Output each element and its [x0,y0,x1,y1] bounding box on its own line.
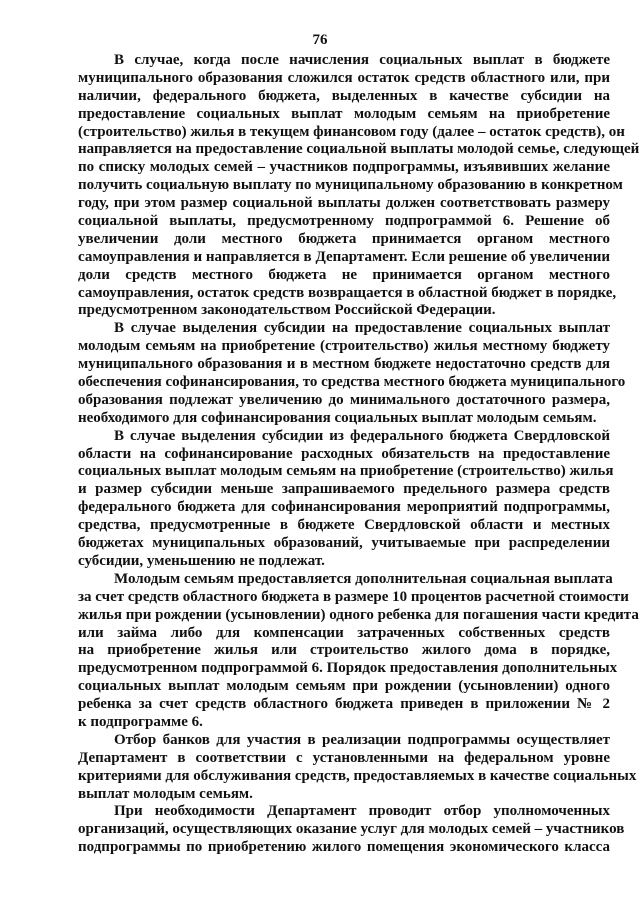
text-line: бюджетах муниципальных образований, учитываемые при распределении [78,535,610,552]
text-line: необходимого для софинансирования социальных выплат молодым семьям. [78,409,597,426]
text-line: (строительство) жилья в текущем финансовом году (далее – остаток средств), он [78,123,625,140]
text-line: по списку молодых семей – участников подпрограммы, изъявивших желание [78,159,610,176]
text-line: муниципального образования сложился остаток средств областного или, при [78,69,610,86]
text-line: области на софинансирование расходных обязательств на предоставление [78,445,610,462]
text-line: за счет средств областного бюджета в размере 10 процентов расчетной стоимости [78,588,629,605]
document-body [78,52,640,857]
text-line: предусмотренном подпрограммой 6. Порядок предоставления дополнительных [78,660,618,677]
paragraph-additional-payment [78,570,639,732]
paragraph-authorized-organizations [78,803,625,857]
text-line: критериями для обслуживания средств, предоставляемых в качестве социальных [78,767,637,784]
text-line: При необходимости Департамент проводит отбор уполномоченных [114,803,610,820]
text-line: получить социальную выплату по муниципальному образованию в конкретном [78,177,623,194]
text-line: предусмотренном законодательством Российской Федерации. [78,302,496,319]
paragraph-bank-selection [78,731,637,804]
paragraph-federal-subsidy [78,427,614,571]
text-line: молодым семьям на приобретение (строительство) жилья местному бюджету [78,338,610,355]
text-line: образования подлежат увеличению до минимального достаточного размера, [78,391,610,408]
text-line: муниципального образования и в местном бюджете недостаточно средств для [78,356,610,373]
text-line: на приобретение жилья или строительство жилого дома в порядке, [78,642,610,659]
paragraph-remaining-funds [78,52,640,320]
text-line: доли средств местного бюджета не принимается органом местного [78,266,610,283]
text-line: к подпрограмме 6. [78,713,203,730]
text-line: увеличении доли местного бюджета принимается органом местного [78,230,610,247]
text-line: обеспечения софинансирования, то средства местного бюджета муниципального [78,374,626,391]
text-line: В случае выделения субсидии из федерального бюджета Свердловской [114,427,610,444]
text-line: субсидии, уменьшению не подлежат. [78,552,325,569]
text-line: направляется на предоставление социальной выплаты молодой семье, следующей [78,141,640,158]
text-line: организаций, осуществляющих оказание услуг для молодых семей – участников [78,821,625,838]
text-line: В случае выделения субсидии на предоставление социальных выплат [114,320,610,337]
text-line: Отбор банков для участия в реализации подпрограммы осуществляет [114,731,610,748]
paragraph-cofinancing [78,320,626,427]
text-line: В случае, когда после начисления социальных выплат в бюджете [114,52,610,68]
text-line: Молодым семьям предоставляется дополнительная социальная выплата [114,570,613,587]
text-line: Департамент в соответствии с установленными на федеральном уровне [78,749,610,766]
text-line: или займа либо для компенсации затраченных собственных средств [78,624,610,641]
text-line: выплат молодым семьям. [78,785,253,802]
text-line: году, при этом размер социальной выплаты должен соответствовать размеру [78,195,610,212]
text-line: федерального бюджета для софинансирования мероприятий подпрограммы, [78,499,610,516]
text-line: предоставление социальных выплат молодым семьям на приобретение [78,105,610,122]
text-line: самоуправления, остаток средств возвращается в областной бюджет в порядке, [78,284,617,301]
text-line: социальной выплаты, предусмотренному подпрограммой 6. Решение об [78,213,610,230]
text-line: самоуправления и направляется в Департамент. Если решение об увеличении [78,248,610,265]
text-line: социальных выплат молодым семьям при рождении (усыновлении) одного [78,678,610,695]
text-line: подпрограммы по приобретению жилого помещения экономического класса [78,839,610,856]
text-line: наличии, федерального бюджета, выделенных в качестве субсидии на [78,87,610,104]
text-line: ребенка за счет средств областного бюджета приведен в приложении № 2 [78,696,610,713]
text-line: жилья при рождении (усыновлении) одного ребенка для погашения части кредита [78,606,639,623]
page-number: 76 [312,32,328,48]
text-line: социальных выплат молодым семьям на приобретение (строительство) жилья [78,463,614,480]
text-line: средства, предусмотренные в бюджете Свердловской области и местных [78,517,610,534]
text-line: и размер субсидии меньше запрашиваемого предельного размера средств [78,481,610,498]
